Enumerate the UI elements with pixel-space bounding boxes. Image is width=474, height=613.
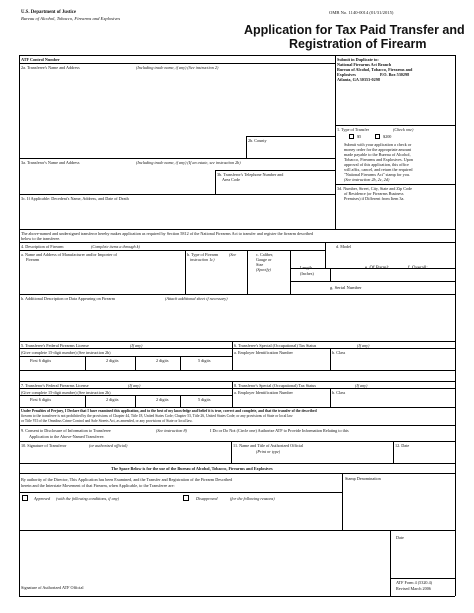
- field-8-label: 8. Transferor's Special (Occupational) Tax Status: [234, 383, 317, 388]
- submit-line-1: Submit in Duplicate to:: [337, 57, 379, 62]
- transfer-statement: The above-named and undersigned transferor hereby makes application as required by Section 5812 of the National Firearms Act to transfer and register the firearm described: [21, 231, 314, 236]
- field-10-label: 10. Signature of Transferor: [21, 443, 67, 448]
- atf-date-label: Date: [396, 535, 404, 540]
- field-4-note: (Complete items a through k): [91, 244, 140, 249]
- model-label: d. Model: [336, 244, 352, 249]
- field-7-col-3: 2 digits: [156, 397, 169, 402]
- transfer-statement-2: below to the transferee.: [21, 236, 61, 241]
- perjury-line-2: firearm to the transferee is not prohibited by the provisions of Chapter 44, Title 18, United States Code; Chapter 53, Title 26, United States Code; or any provisions of State or local law: [21, 414, 293, 418]
- field-1-text-1: Submit with your application a check or: [344, 142, 412, 147]
- approved-note: (with the following conditions, if any): [56, 496, 120, 501]
- additional-description-note: (Attach additional sheet if necessary): [165, 296, 228, 301]
- revised-date: Revised March 2006: [396, 586, 431, 591]
- overall-length-label: f. Overall:: [408, 266, 428, 271]
- transfer-5-checkbox[interactable]: [349, 134, 354, 139]
- caliber-label-2: Gauge or: [256, 257, 272, 262]
- atf-use-heading: The Space Below is for the use of the Bureau of Alcohol, Tobacco, Firearms and Explosives: [111, 466, 273, 471]
- field-5-note: (If any): [130, 343, 143, 348]
- transfer-200-checkbox[interactable]: [375, 134, 380, 139]
- atf-text-1: By authority of the Director, This Application has been Examined, and the Transfer and Registration of the Firearm Described: [21, 477, 233, 482]
- field-6-note: (If any): [357, 343, 370, 348]
- field-3b-label-2: Area Code: [222, 177, 241, 182]
- caliber-label-4: (Specify): [256, 267, 271, 272]
- firearm-type-note: (See: [229, 252, 237, 257]
- field-9-text: I Do or Do Not (Circle one) Authorize ATF to Provide Information Relating to this: [210, 428, 349, 433]
- transferor-ein-input[interactable]: [234, 395, 328, 406]
- barrel-length-label: e. Of Barrel:: [365, 266, 390, 271]
- form-number: ATF Form 4 (5320.4): [396, 580, 433, 585]
- field-5-col-3: 2 digits: [156, 358, 169, 363]
- county-input[interactable]: [248, 144, 333, 157]
- field-12-label: 12. Date: [395, 443, 410, 448]
- stamp-denomination-label: Stamp Denomination: [345, 476, 381, 481]
- transferee-ein-input[interactable]: [234, 356, 328, 369]
- field-1-text-6: will affix, cancel, and return the required: [344, 167, 413, 172]
- atf-signature-label: Signature of Authorized ATF Official: [21, 585, 84, 590]
- transferee-name-address-input[interactable]: [21, 72, 246, 137]
- field-3b-label: 3b. Transferor's Telephone Number and: [217, 172, 284, 177]
- disapproved-note: (for the following reasons): [230, 496, 275, 501]
- field-1-note: (Check one): [393, 127, 414, 132]
- field-3c-label: 3c. If Applicable: Decedent's Name, Address, and Date of Death: [21, 196, 129, 201]
- field-3a-note: (Including trade name, if any) (If an estate, see instruction 2b): [136, 160, 241, 165]
- firearm-type-label: b. Type of Firearm: [187, 252, 219, 257]
- field-5-label: 5. Transferee's Federal Firearms License: [21, 343, 89, 348]
- field-1-text-8: (See instruction 2b, 2c, 2d): [344, 177, 390, 182]
- serial-number-label: g. Serial Number: [330, 285, 362, 290]
- field-7-col-4: 5 digits: [198, 397, 211, 402]
- transfer-200-label: $200: [383, 134, 392, 139]
- agency-line-1: U.S. Department of Justice: [21, 10, 77, 15]
- field-5-col-4: 5 digits: [198, 358, 211, 363]
- field-9-label: 9. Consent to Disclosure of Information to Transferee: [21, 428, 111, 433]
- field-11-label: 11. Name and Title of Authorized Official: [233, 443, 304, 448]
- disapproved-label: Disapproved: [196, 496, 218, 501]
- field-9-text-2: Application to the Above-Named Transferee.: [29, 434, 105, 439]
- field-6-label: 6. Transferee's Special (Occupational) Tax Status: [234, 343, 317, 348]
- length-label: Length: [300, 265, 312, 270]
- caliber-label: c. Caliber,: [256, 252, 274, 257]
- field-8a-label: a. Employer Identification Number: [234, 390, 293, 395]
- inches-label: (Inches): [300, 271, 314, 276]
- approved-checkbox[interactable]: [22, 495, 28, 501]
- field-4-label: 4. Description of Firearm: [21, 244, 64, 249]
- field-9-note: (See instruction 8): [156, 428, 187, 433]
- manufacturer-label-2: Firearm: [26, 257, 40, 262]
- decedent-info-input[interactable]: [21, 202, 333, 227]
- submit-line-2: National Firearms Act Branch: [337, 62, 392, 67]
- perjury-line-3: or Title VII of the Omnibus Crime Control and Safe Streets Act, as amended, or any provisions of State or local law.: [21, 419, 193, 423]
- field-1-text-5: approval of this application, this office: [344, 162, 409, 167]
- field-7-give: (Give complete 15-digit number) (See instruction 2b): [21, 390, 111, 395]
- submit-line-6: Atlanta, GA 30353-0298: [337, 77, 380, 82]
- omb-number: OMB No. 1140-0014 (01/31/2015): [329, 10, 394, 15]
- field-3d-line-3: Premises) if Different from Item 3a.: [344, 196, 405, 201]
- perjury-line-1: Under Penalties of Perjury, I Declare that I have examined this application, and to the best of my knowledge and belief it is true, correct and complete, and that the transfer of the described: [21, 409, 317, 413]
- field-11-note: (Print or type): [256, 449, 281, 454]
- firearm-type-note-2: instruction 1c): [190, 257, 215, 262]
- transferee-class-input[interactable]: [332, 356, 453, 369]
- form-title-line-2: Registration of Firearm: [289, 37, 427, 51]
- submit-line-5: P.O. Box 530298: [380, 72, 410, 77]
- field-8-note: (If any): [355, 383, 368, 388]
- atf-signature-input[interactable]: [21, 545, 386, 583]
- field-1-text-2: money order for the appropriate amount: [344, 147, 412, 152]
- field-3d-line-1: 3d. Number, Street, City, State and Zip Code: [337, 186, 413, 191]
- transferor-date-input[interactable]: [395, 449, 453, 462]
- transferor-phone-input[interactable]: [217, 183, 333, 193]
- manufacturer-label: a. Name and Address of Manufacturer and/or Importer of: [21, 252, 117, 257]
- field-6b-label: b. Class: [332, 350, 346, 355]
- field-2a-note: (Including trade name, if any) (See instruction 2): [136, 65, 219, 70]
- field-5-give: (Give complete 15-digit number) (See instruction 2b): [21, 350, 111, 355]
- field-2b-label: 2b. County: [248, 138, 267, 143]
- approved-label: Approved: [34, 496, 51, 501]
- field-5-col-1: First 6 digits: [30, 358, 52, 363]
- additional-description-input[interactable]: [21, 302, 453, 339]
- field-10-note: (or authorized official): [89, 443, 128, 448]
- transferor-class-input[interactable]: [332, 395, 453, 406]
- submit-line-3: Bureau of Alcohol, Tobacco, Firearms and: [337, 67, 413, 72]
- caliber-label-3: Size: [256, 262, 264, 267]
- authorized-official-input[interactable]: [233, 454, 391, 462]
- disapproved-checkbox[interactable]: [183, 495, 189, 501]
- field-8b-label: b. Class: [332, 390, 346, 395]
- transfer-5-label: $5: [357, 134, 362, 139]
- field-3a-label: 3a. Transferor's Name and Address: [21, 160, 80, 165]
- atf-date-input[interactable]: [396, 541, 453, 577]
- additional-description-label: h. Additional Description or Data Appearing on Firearm: [21, 296, 115, 301]
- transferor-name-address-input[interactable]: [21, 167, 213, 192]
- manufacturer-input[interactable]: [21, 263, 183, 293]
- field-1-text-7: "National Firearms Act" stamp for you.: [344, 172, 410, 177]
- agency-line-2: Bureau of Alcohol, Tobacco, Firearms and Explosives: [21, 16, 121, 21]
- atf-control-number-label: ATF Control Number: [21, 57, 60, 62]
- atf-conditions-input[interactable]: [21, 503, 340, 529]
- field-7-col-2: 2 digits: [106, 397, 119, 402]
- field-7-col-1: First 6 digits: [30, 397, 52, 402]
- transferor-signature-input[interactable]: [21, 449, 229, 461]
- field-6a-label: a. Employer Identification Number: [234, 350, 293, 355]
- field-2a-label: 2a. Transferee's Name and Address: [21, 65, 80, 70]
- atf-text-2: herein and the Interstate Movement of that Firearm, when Applicable, to the Transferee are:: [21, 483, 175, 488]
- firearm-type-input[interactable]: [187, 263, 245, 293]
- field-1-label: 1. Type of Transfer: [337, 127, 369, 132]
- field-3d-line-2: of Residence (or Firearms Business: [344, 191, 404, 196]
- submit-line-4: Explosives: [337, 72, 356, 77]
- field-7-note: (If any): [128, 383, 141, 388]
- field-1-text-4: Tobacco, Firearms and Explosives. Upon: [344, 157, 414, 162]
- field-7-label: 7. Transferor's Federal Firearms License: [21, 383, 89, 388]
- field-5-col-2: 2 digits: [106, 358, 119, 363]
- form-title-line-1: Application for Tax Paid Transfer and: [244, 23, 465, 37]
- field-1-text-3: made payable to the Bureau of Alcohol,: [344, 152, 411, 157]
